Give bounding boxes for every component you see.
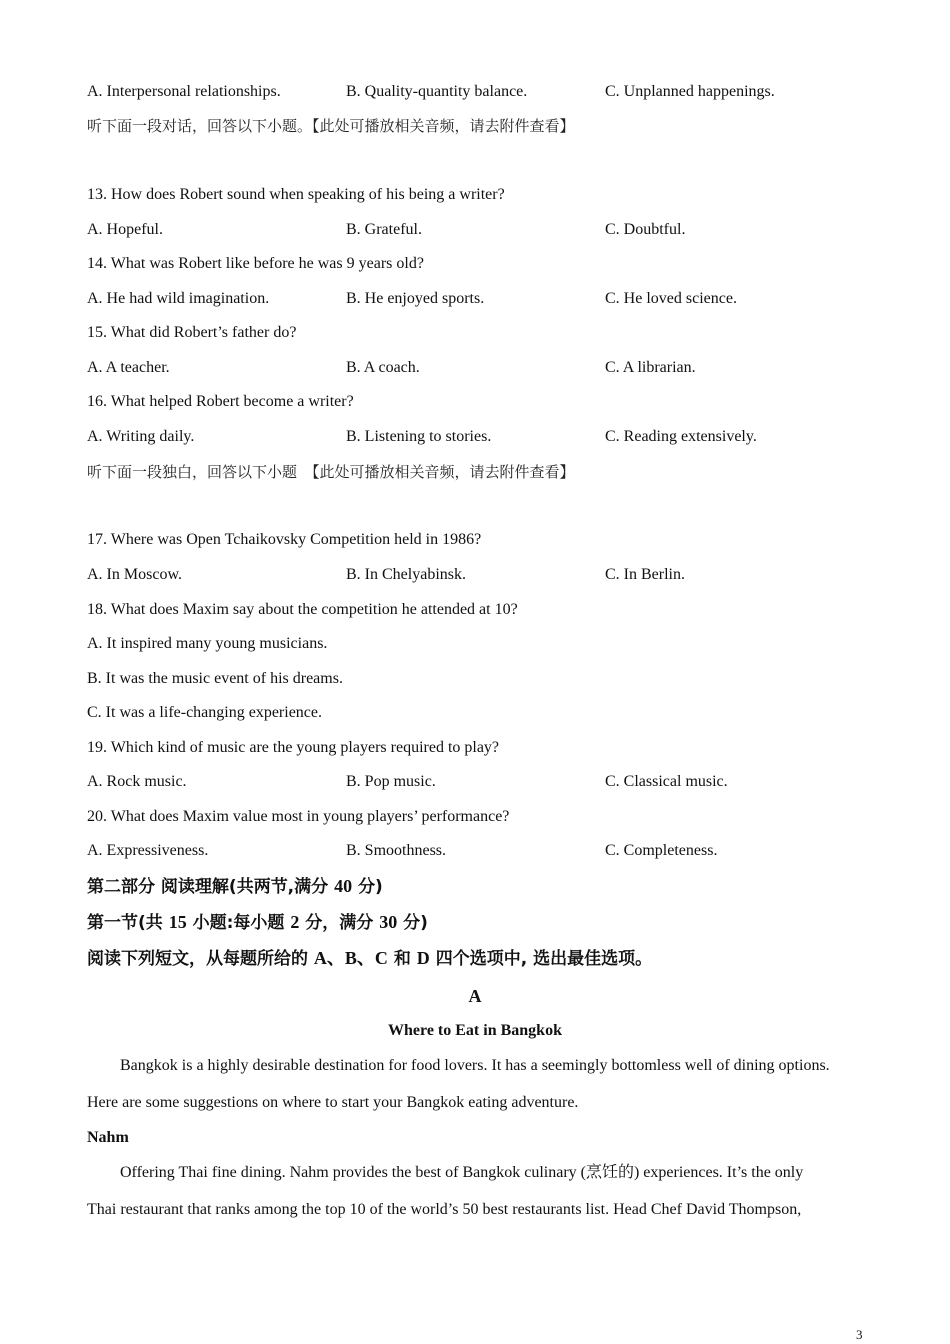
q14-option-b: B. He enjoyed sports. [346,290,485,307]
section1-per-question: 2 [290,912,300,932]
q17-option-b: B. In Chelyabinsk. [346,566,466,583]
q14-option-c: C. He loved science. [605,290,737,307]
passage-paragraph-1-line-1: Bangkok is a highly desirable destination for food lovers. It has a seemingly bottomless well of dining options. [120,1057,830,1074]
section1-heading-post: 分) [397,913,428,933]
q14-option-a: A. He had wild imagination. [87,290,270,307]
reading-instruction-letters: A、B、C [313,948,388,968]
part2-heading-pre: 第二部分 阅读理解(共两节,满分 [87,877,335,897]
reading-instruction-mid: 和 [387,949,417,969]
section1-heading-pre: 第一节(共 [87,913,169,933]
listening-instruction-monologue: 听下面一段独白，回答以下小题 【此处可播放相关音频，请去附件查看】 [87,463,575,481]
passage-subheading-nahm: Nahm [87,1129,129,1146]
q13-option-a: A. Hopeful. [87,221,163,238]
q17-option-a: A. In Moscow. [87,566,182,583]
section1-heading-mid1: 小题:每小题 [186,913,291,933]
q18-option-c: C. It was a life-changing experience. [87,704,323,721]
q15-option-a: A. A teacher. [87,359,170,376]
passage-paragraph-1-line-2: Here are some suggestions on where to start your Bangkok eating adventure. [87,1094,579,1111]
q20-option-c: C. Completeness. [605,842,718,859]
q13-option-c: C. Doubtful. [605,221,686,238]
reading-instruction-d: D [416,948,430,968]
question-20: 20. What does Maxim value most in young players’ performance? [87,808,510,825]
q17-option-c: C. In Berlin. [605,566,685,583]
q15-option-b: B. A coach. [346,359,420,376]
part2-heading-post: 分) [352,877,383,897]
section1-heading [87,912,428,933]
q19-option-c: C. Classical music. [605,773,728,790]
q20-option-a: A. Expressiveness. [87,842,209,859]
q13-option-b: B. Grateful. [346,221,422,238]
listening-instruction-dialog: 听下面一段对话，回答以下小题。【此处可播放相关音频，请去附件查看】 [87,117,575,135]
reading-instruction-post: 四个选项中, 选出最佳选项。 [429,949,653,969]
q18-option-a: A. It inspired many young musicians. [87,635,328,652]
reading-instruction-pre: 阅读下列短文，从每题所给的 [87,949,314,969]
q16-option-a: A. Writing daily. [87,428,195,445]
section1-total: 30 [379,912,398,932]
q12-option-c: C. Unplanned happenings. [605,83,775,100]
passage-title: Where to Eat in Bangkok [388,1022,562,1039]
question-15: 15. What did Robert’s father do? [87,324,297,341]
q19-option-b: B. Pop music. [346,773,436,790]
passage-paragraph-2-line-1: Offering Thai fine dining. Nahm provides the best of Bangkok culinary (烹饪的) experiences. It’s the only [120,1164,804,1181]
question-13: 13. How does Robert sound when speaking of his being a writer? [87,186,505,203]
q16-option-b: B. Listening to stories. [346,428,492,445]
q19-option-a: A. Rock music. [87,773,187,790]
reading-instruction [87,948,652,969]
part2-heading [87,876,383,897]
q12-option-b: B. Quality-quantity balance. [346,83,528,100]
question-17: 17. Where was Open Tchaikovsky Competition held in 1986? [87,531,482,548]
passage-letter: A [468,986,482,1006]
question-16: 16. What helped Robert become a writer? [87,393,354,410]
q12-option-a: A. Interpersonal relationships. [87,83,281,100]
question-14: 14. What was Robert like before he was 9 years old? [87,255,424,272]
q16-option-c: C. Reading extensively. [605,428,757,445]
page-number: 3 [856,1327,863,1342]
section1-question-count: 15 [168,912,187,932]
q20-option-b: B. Smoothness. [346,842,447,859]
question-18: 18. What does Maxim say about the competition he attended at 10? [87,601,518,618]
passage-paragraph-2-line-2: Thai restaurant that ranks among the top 10 of the world’s 50 best restaurants list. Head Chef David Thompson, [87,1201,802,1218]
q15-option-c: C. A librarian. [605,359,696,376]
question-19: 19. Which kind of music are the young players required to play? [87,739,500,756]
section1-heading-mid2: 分，满分 [299,913,380,933]
part2-heading-score: 40 [334,876,353,896]
q18-option-b: B. It was the music event of his dreams. [87,670,343,687]
